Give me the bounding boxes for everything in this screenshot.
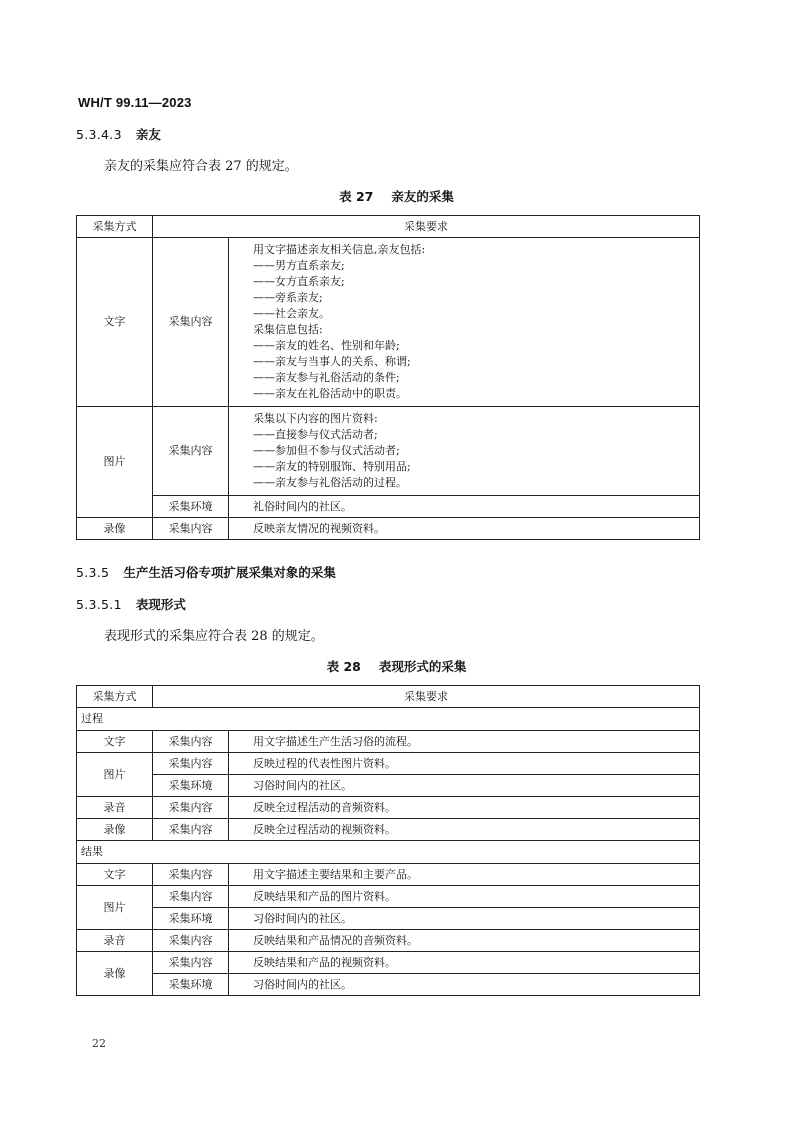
section-heading-5-3-4-3 xyxy=(76,125,161,143)
section-number: 5.3.5 xyxy=(76,565,110,580)
sub-cell: 采集内容 xyxy=(153,864,229,886)
requirement-cell: 反映结果和产品情况的音频资料。 xyxy=(229,930,700,952)
table-27 xyxy=(76,215,700,540)
method-cell: 文字 xyxy=(77,731,153,753)
req-line: ——参加但不参与仪式活动者; xyxy=(253,444,400,457)
section-title: 亲友 xyxy=(135,127,161,142)
paragraph-table28-ref: 表现形式的采集应符合表 28 的规定。 xyxy=(104,629,324,644)
method-cell: 录像 xyxy=(77,952,153,996)
section-number: 5.3.4.3 xyxy=(76,127,122,142)
sub-cell: 采集内容 xyxy=(153,930,229,952)
section-heading-5-3-5-1 xyxy=(76,595,186,613)
sub-cell: 采集内容 xyxy=(153,518,229,540)
requirement-cell: 礼俗时间内的社区。 xyxy=(229,496,700,518)
req-line: 采集以下内容的图片资料: xyxy=(253,412,378,425)
sub-cell: 采集内容 xyxy=(153,952,229,974)
req-line: 采集信息包括: xyxy=(253,323,323,336)
sub-cell: 采集内容 xyxy=(153,407,229,496)
method-cell: 录音 xyxy=(77,797,153,819)
req-line: ——男方直系亲友; xyxy=(253,259,345,272)
table-title: 表现形式的采集 xyxy=(378,659,467,674)
sub-cell: 采集环境 xyxy=(153,496,229,518)
sub-cell: 采集内容 xyxy=(153,886,229,908)
header-requirement: 采集要求 xyxy=(153,686,700,708)
method-cell: 录音 xyxy=(77,930,153,952)
req-line: ——亲友参与礼俗活动的过程。 xyxy=(253,476,407,489)
method-cell: 文字 xyxy=(77,238,153,407)
req-line: ——亲友在礼俗活动中的职责。 xyxy=(253,387,407,400)
sub-cell: 采集环境 xyxy=(153,974,229,996)
req-line: ——亲友的特别服饰、特别用品; xyxy=(253,460,411,473)
sub-cell: 采集环境 xyxy=(153,775,229,797)
req-line: ——旁系亲友; xyxy=(253,291,323,304)
paragraph-table27-ref: 亲友的采集应符合表 27 的规定。 xyxy=(104,159,298,174)
requirement-cell: 反映全过程活动的视频资料。 xyxy=(229,819,700,841)
requirement-cell: 用文字描述主要结果和主要产品。 xyxy=(229,864,700,886)
header-method: 采集方式 xyxy=(77,216,153,238)
requirement-cell: 反映亲友情况的视频资料。 xyxy=(229,518,700,540)
sub-cell: 采集内容 xyxy=(153,731,229,753)
req-line: ——女方直系亲友; xyxy=(253,275,345,288)
requirement-cell: 反映全过程活动的音频资料。 xyxy=(229,797,700,819)
section-heading-5-3-5 xyxy=(76,563,336,581)
method-cell: 图片 xyxy=(77,886,153,930)
req-line: ——亲友与当事人的关系、称谓; xyxy=(253,355,411,368)
table-28-caption xyxy=(0,657,793,675)
requirement-cell: 习俗时间内的社区。 xyxy=(229,775,700,797)
sub-cell: 采集内容 xyxy=(153,753,229,775)
table-27-caption xyxy=(0,187,793,205)
requirement-cell: 用文字描述生产生活习俗的流程。 xyxy=(229,731,700,753)
method-cell: 图片 xyxy=(77,407,153,518)
sub-cell: 采集内容 xyxy=(153,797,229,819)
requirement-cell xyxy=(229,407,700,496)
table-28 xyxy=(76,685,700,996)
table-number: 表 28 xyxy=(326,659,361,674)
requirement-cell: 习俗时间内的社区。 xyxy=(229,908,700,930)
requirement-cell: 反映结果和产品的图片资料。 xyxy=(229,886,700,908)
requirement-cell xyxy=(229,238,700,407)
page-number: 22 xyxy=(92,1037,106,1050)
sub-cell: 采集内容 xyxy=(153,819,229,841)
section-number: 5.3.5.1 xyxy=(76,597,122,612)
header-method: 采集方式 xyxy=(77,686,153,708)
method-cell: 图片 xyxy=(77,753,153,797)
req-line: 用文字描述亲友相关信息,亲友包括: xyxy=(253,243,426,256)
method-cell: 录像 xyxy=(77,819,153,841)
req-line: ——社会亲友。 xyxy=(253,307,330,320)
group-label-process: 过程 xyxy=(77,708,700,731)
sub-cell: 采集环境 xyxy=(153,908,229,930)
requirement-cell: 习俗时间内的社区。 xyxy=(229,974,700,996)
standard-id: WH/T 99.11—2023 xyxy=(78,95,192,110)
sub-cell: 采集内容 xyxy=(153,238,229,407)
requirement-cell: 反映结果和产品的视频资料。 xyxy=(229,952,700,974)
req-line: ——直接参与仪式活动者; xyxy=(253,428,378,441)
section-title: 生产生活习俗专项扩展采集对象的采集 xyxy=(123,565,336,580)
group-label-result: 结果 xyxy=(77,841,700,864)
section-title: 表现形式 xyxy=(135,597,186,612)
req-line: ——亲友的姓名、性别和年龄; xyxy=(253,339,400,352)
req-line: ——亲友参与礼俗活动的条件; xyxy=(253,371,400,384)
method-cell: 录像 xyxy=(77,518,153,540)
table-title: 亲友的采集 xyxy=(391,189,454,204)
requirement-cell: 反映过程的代表性图片资料。 xyxy=(229,753,700,775)
header-requirement: 采集要求 xyxy=(153,216,700,238)
table-number: 表 27 xyxy=(339,189,374,204)
method-cell: 文字 xyxy=(77,864,153,886)
